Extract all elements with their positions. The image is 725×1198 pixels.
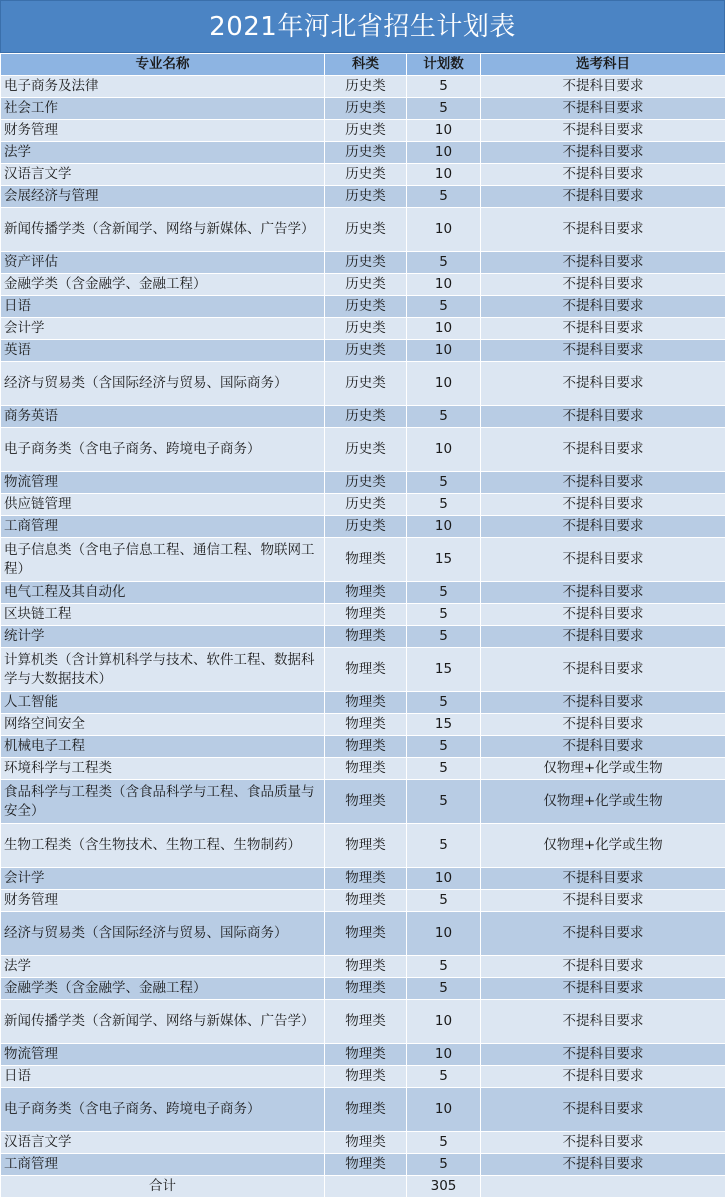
cell-subject: 历史类 xyxy=(325,76,407,98)
cell-requirement: 不提科目要求 xyxy=(481,912,725,956)
cell-plan: 5 xyxy=(407,406,481,428)
table-row xyxy=(1,780,725,824)
cell-plan: 10 xyxy=(407,428,481,472)
cell-requirement: 不提科目要求 xyxy=(481,516,725,538)
cell-plan: 5 xyxy=(407,978,481,1000)
cell-subject: 物理类 xyxy=(325,1088,407,1132)
table-row xyxy=(1,472,725,494)
cell-major: 商务英语 xyxy=(1,406,325,428)
cell-plan: 10 xyxy=(407,362,481,406)
cell-subject: 物理类 xyxy=(325,780,407,824)
cell-requirement: 不提科目要求 xyxy=(481,1088,725,1132)
table-row xyxy=(1,978,725,1000)
cell-requirement: 不提科目要求 xyxy=(481,362,725,406)
cell-major: 汉语言文学 xyxy=(1,164,325,186)
cell-subject: 物理类 xyxy=(325,626,407,648)
table-row xyxy=(1,736,725,758)
cell-requirement: 不提科目要求 xyxy=(481,692,725,714)
cell-subject: 物理类 xyxy=(325,868,407,890)
cell-major: 法学 xyxy=(1,142,325,164)
cell-major: 人工智能 xyxy=(1,692,325,714)
enrollment-table xyxy=(0,53,725,1198)
cell-plan: 5 xyxy=(407,186,481,208)
cell-plan: 10 xyxy=(407,274,481,296)
cell-plan: 10 xyxy=(407,120,481,142)
cell-major: 电子商务类（含电子商务、跨境电子商务） xyxy=(1,428,325,472)
cell-plan: 5 xyxy=(407,758,481,780)
cell-requirement: 不提科目要求 xyxy=(481,956,725,978)
cell-requirement: 不提科目要求 xyxy=(481,626,725,648)
cell-requirement: 不提科目要求 xyxy=(481,538,725,582)
cell-requirement: 不提科目要求 xyxy=(481,208,725,252)
cell-plan: 5 xyxy=(407,1154,481,1176)
table-row xyxy=(1,494,725,516)
cell-major: 汉语言文学 xyxy=(1,1132,325,1154)
cell-subject: 历史类 xyxy=(325,340,407,362)
cell-subject: 物理类 xyxy=(325,978,407,1000)
cell-subject: 历史类 xyxy=(325,120,407,142)
table-row xyxy=(1,1154,725,1176)
cell-plan: 10 xyxy=(407,912,481,956)
cell-major: 计算机类（含计算机科学与技术、软件工程、数据科学与大数据技术） xyxy=(1,648,325,692)
cell-subject: 历史类 xyxy=(325,362,407,406)
cell-requirement: 不提科目要求 xyxy=(481,494,725,516)
cell-requirement: 不提科目要求 xyxy=(481,164,725,186)
cell-major: 机械电子工程 xyxy=(1,736,325,758)
cell-plan: 5 xyxy=(407,76,481,98)
cell-major: 会计学 xyxy=(1,318,325,340)
cell-plan: 5 xyxy=(407,626,481,648)
cell-subject: 物理类 xyxy=(325,582,407,604)
cell-major: 会展经济与管理 xyxy=(1,186,325,208)
table-row xyxy=(1,890,725,912)
cell-major: 食品科学与工程类（含食品科学与工程、食品质量与安全） xyxy=(1,780,325,824)
total-row xyxy=(1,1176,725,1198)
cell-requirement: 不提科目要求 xyxy=(481,1154,725,1176)
cell-subject: 物理类 xyxy=(325,1044,407,1066)
cell-subject: 物理类 xyxy=(325,692,407,714)
cell-requirement: 不提科目要求 xyxy=(481,142,725,164)
table-row xyxy=(1,362,725,406)
cell-plan: 5 xyxy=(407,582,481,604)
table-row xyxy=(1,626,725,648)
cell-major: 新闻传播学类（含新闻学、网络与新媒体、广告学） xyxy=(1,1000,325,1044)
header-major: 专业名称 xyxy=(1,54,325,76)
cell-subject: 物理类 xyxy=(325,714,407,736)
cell-plan: 5 xyxy=(407,1066,481,1088)
cell-major: 日语 xyxy=(1,296,325,318)
table-row xyxy=(1,714,725,736)
table-row xyxy=(1,824,725,868)
cell-subject: 物理类 xyxy=(325,758,407,780)
cell-major: 电子商务及法律 xyxy=(1,76,325,98)
cell-requirement: 不提科目要求 xyxy=(481,252,725,274)
table-row xyxy=(1,648,725,692)
cell-major: 电气工程及其自动化 xyxy=(1,582,325,604)
cell-subject: 物理类 xyxy=(325,538,407,582)
cell-major: 工商管理 xyxy=(1,516,325,538)
cell-plan: 5 xyxy=(407,956,481,978)
cell-requirement: 不提科目要求 xyxy=(481,296,725,318)
table-row xyxy=(1,516,725,538)
cell-major: 英语 xyxy=(1,340,325,362)
cell-requirement: 不提科目要求 xyxy=(481,648,725,692)
table-body xyxy=(1,76,725,1176)
table-row xyxy=(1,582,725,604)
cell-subject: 历史类 xyxy=(325,164,407,186)
cell-major: 电子信息类（含电子信息工程、通信工程、物联网工程） xyxy=(1,538,325,582)
cell-major: 工商管理 xyxy=(1,1154,325,1176)
cell-major: 社会工作 xyxy=(1,98,325,120)
cell-subject: 历史类 xyxy=(325,296,407,318)
cell-plan: 10 xyxy=(407,868,481,890)
cell-subject: 历史类 xyxy=(325,142,407,164)
table-row xyxy=(1,318,725,340)
table-row xyxy=(1,912,725,956)
cell-subject: 物理类 xyxy=(325,890,407,912)
header-subject: 科类 xyxy=(325,54,407,76)
cell-requirement: 不提科目要求 xyxy=(481,98,725,120)
table-row xyxy=(1,340,725,362)
cell-requirement: 不提科目要求 xyxy=(481,604,725,626)
cell-plan: 5 xyxy=(407,780,481,824)
cell-major: 经济与贸易类（含国际经济与贸易、国际商务） xyxy=(1,912,325,956)
cell-requirement: 不提科目要求 xyxy=(481,890,725,912)
cell-plan: 5 xyxy=(407,824,481,868)
cell-requirement: 仅物理+化学或生物 xyxy=(481,824,725,868)
cell-plan: 10 xyxy=(407,142,481,164)
total-value: 305 xyxy=(407,1176,481,1198)
cell-major: 资产评估 xyxy=(1,252,325,274)
cell-subject: 历史类 xyxy=(325,428,407,472)
cell-subject: 历史类 xyxy=(325,186,407,208)
table-row xyxy=(1,186,725,208)
cell-subject: 历史类 xyxy=(325,406,407,428)
cell-requirement: 不提科目要求 xyxy=(481,868,725,890)
table-row xyxy=(1,76,725,98)
cell-requirement: 不提科目要求 xyxy=(481,340,725,362)
table-row xyxy=(1,208,725,252)
cell-requirement: 不提科目要求 xyxy=(481,318,725,340)
cell-major: 日语 xyxy=(1,1066,325,1088)
cell-plan: 5 xyxy=(407,692,481,714)
cell-requirement: 仅物理+化学或生物 xyxy=(481,758,725,780)
cell-subject: 物理类 xyxy=(325,956,407,978)
table-header-row xyxy=(1,54,725,76)
cell-subject: 历史类 xyxy=(325,318,407,340)
cell-major: 网络空间安全 xyxy=(1,714,325,736)
cell-major: 金融学类（含金融学、金融工程） xyxy=(1,978,325,1000)
cell-plan: 5 xyxy=(407,736,481,758)
cell-major: 物流管理 xyxy=(1,1044,325,1066)
table-row xyxy=(1,274,725,296)
table-row xyxy=(1,252,725,274)
cell-subject: 物理类 xyxy=(325,824,407,868)
cell-plan: 5 xyxy=(407,98,481,120)
table-row xyxy=(1,406,725,428)
cell-plan: 5 xyxy=(407,890,481,912)
cell-subject: 物理类 xyxy=(325,1000,407,1044)
cell-major: 财务管理 xyxy=(1,890,325,912)
total-subject-empty xyxy=(325,1176,407,1198)
header-plan: 计划数 xyxy=(407,54,481,76)
table-row xyxy=(1,98,725,120)
page-title: 2021年河北省招生计划表 xyxy=(0,0,725,53)
cell-requirement: 不提科目要求 xyxy=(481,1044,725,1066)
cell-major: 统计学 xyxy=(1,626,325,648)
cell-subject: 物理类 xyxy=(325,912,407,956)
cell-plan: 10 xyxy=(407,1000,481,1044)
table-row xyxy=(1,120,725,142)
total-label: 合计 xyxy=(1,1176,325,1198)
cell-major: 环境科学与工程类 xyxy=(1,758,325,780)
table-row xyxy=(1,1000,725,1044)
cell-plan: 5 xyxy=(407,494,481,516)
cell-major: 生物工程类（含生物技术、生物工程、生物制药） xyxy=(1,824,325,868)
table-row xyxy=(1,1132,725,1154)
cell-plan: 10 xyxy=(407,340,481,362)
cell-requirement: 不提科目要求 xyxy=(481,1000,725,1044)
cell-plan: 5 xyxy=(407,296,481,318)
cell-major: 法学 xyxy=(1,956,325,978)
cell-subject: 物理类 xyxy=(325,604,407,626)
table-row xyxy=(1,1066,725,1088)
table-row xyxy=(1,1044,725,1066)
table-row xyxy=(1,296,725,318)
cell-requirement: 不提科目要求 xyxy=(481,582,725,604)
cell-requirement: 不提科目要求 xyxy=(481,1132,725,1154)
cell-requirement: 不提科目要求 xyxy=(481,274,725,296)
cell-requirement: 不提科目要求 xyxy=(481,472,725,494)
cell-subject: 物理类 xyxy=(325,648,407,692)
cell-requirement: 不提科目要求 xyxy=(481,120,725,142)
cell-major: 会计学 xyxy=(1,868,325,890)
cell-plan: 10 xyxy=(407,164,481,186)
cell-requirement: 不提科目要求 xyxy=(481,714,725,736)
table-row xyxy=(1,868,725,890)
cell-requirement: 不提科目要求 xyxy=(481,1066,725,1088)
cell-plan: 5 xyxy=(407,604,481,626)
cell-requirement: 不提科目要求 xyxy=(481,736,725,758)
table-row xyxy=(1,1088,725,1132)
cell-plan: 15 xyxy=(407,648,481,692)
cell-major: 财务管理 xyxy=(1,120,325,142)
total-requirement-empty xyxy=(481,1176,725,1198)
cell-subject: 历史类 xyxy=(325,472,407,494)
cell-plan: 15 xyxy=(407,714,481,736)
table-row xyxy=(1,758,725,780)
table-row xyxy=(1,164,725,186)
cell-plan: 5 xyxy=(407,472,481,494)
cell-major: 物流管理 xyxy=(1,472,325,494)
table-row xyxy=(1,142,725,164)
cell-subject: 物理类 xyxy=(325,1154,407,1176)
cell-major: 区块链工程 xyxy=(1,604,325,626)
cell-subject: 历史类 xyxy=(325,98,407,120)
cell-subject: 历史类 xyxy=(325,494,407,516)
cell-requirement: 不提科目要求 xyxy=(481,978,725,1000)
cell-plan: 10 xyxy=(407,1044,481,1066)
cell-plan: 10 xyxy=(407,208,481,252)
cell-requirement: 不提科目要求 xyxy=(481,76,725,98)
cell-requirement: 不提科目要求 xyxy=(481,406,725,428)
cell-plan: 10 xyxy=(407,318,481,340)
header-requirement: 选考科目 xyxy=(481,54,725,76)
table-row xyxy=(1,428,725,472)
cell-major: 新闻传播学类（含新闻学、网络与新媒体、广告学） xyxy=(1,208,325,252)
cell-requirement: 不提科目要求 xyxy=(481,428,725,472)
cell-subject: 物理类 xyxy=(325,1132,407,1154)
cell-subject: 历史类 xyxy=(325,208,407,252)
cell-subject: 物理类 xyxy=(325,736,407,758)
cell-major: 供应链管理 xyxy=(1,494,325,516)
table-row xyxy=(1,604,725,626)
cell-requirement: 仅物理+化学或生物 xyxy=(481,780,725,824)
cell-major: 金融学类（含金融学、金融工程） xyxy=(1,274,325,296)
cell-plan: 5 xyxy=(407,1132,481,1154)
cell-subject: 历史类 xyxy=(325,516,407,538)
cell-requirement: 不提科目要求 xyxy=(481,186,725,208)
cell-subject: 物理类 xyxy=(325,1066,407,1088)
cell-subject: 历史类 xyxy=(325,274,407,296)
table-row xyxy=(1,956,725,978)
cell-major: 电子商务类（含电子商务、跨境电子商务） xyxy=(1,1088,325,1132)
cell-plan: 15 xyxy=(407,538,481,582)
cell-major: 经济与贸易类（含国际经济与贸易、国际商务） xyxy=(1,362,325,406)
cell-plan: 10 xyxy=(407,516,481,538)
cell-subject: 历史类 xyxy=(325,252,407,274)
cell-plan: 10 xyxy=(407,1088,481,1132)
cell-plan: 5 xyxy=(407,252,481,274)
table-row xyxy=(1,692,725,714)
table-row xyxy=(1,538,725,582)
